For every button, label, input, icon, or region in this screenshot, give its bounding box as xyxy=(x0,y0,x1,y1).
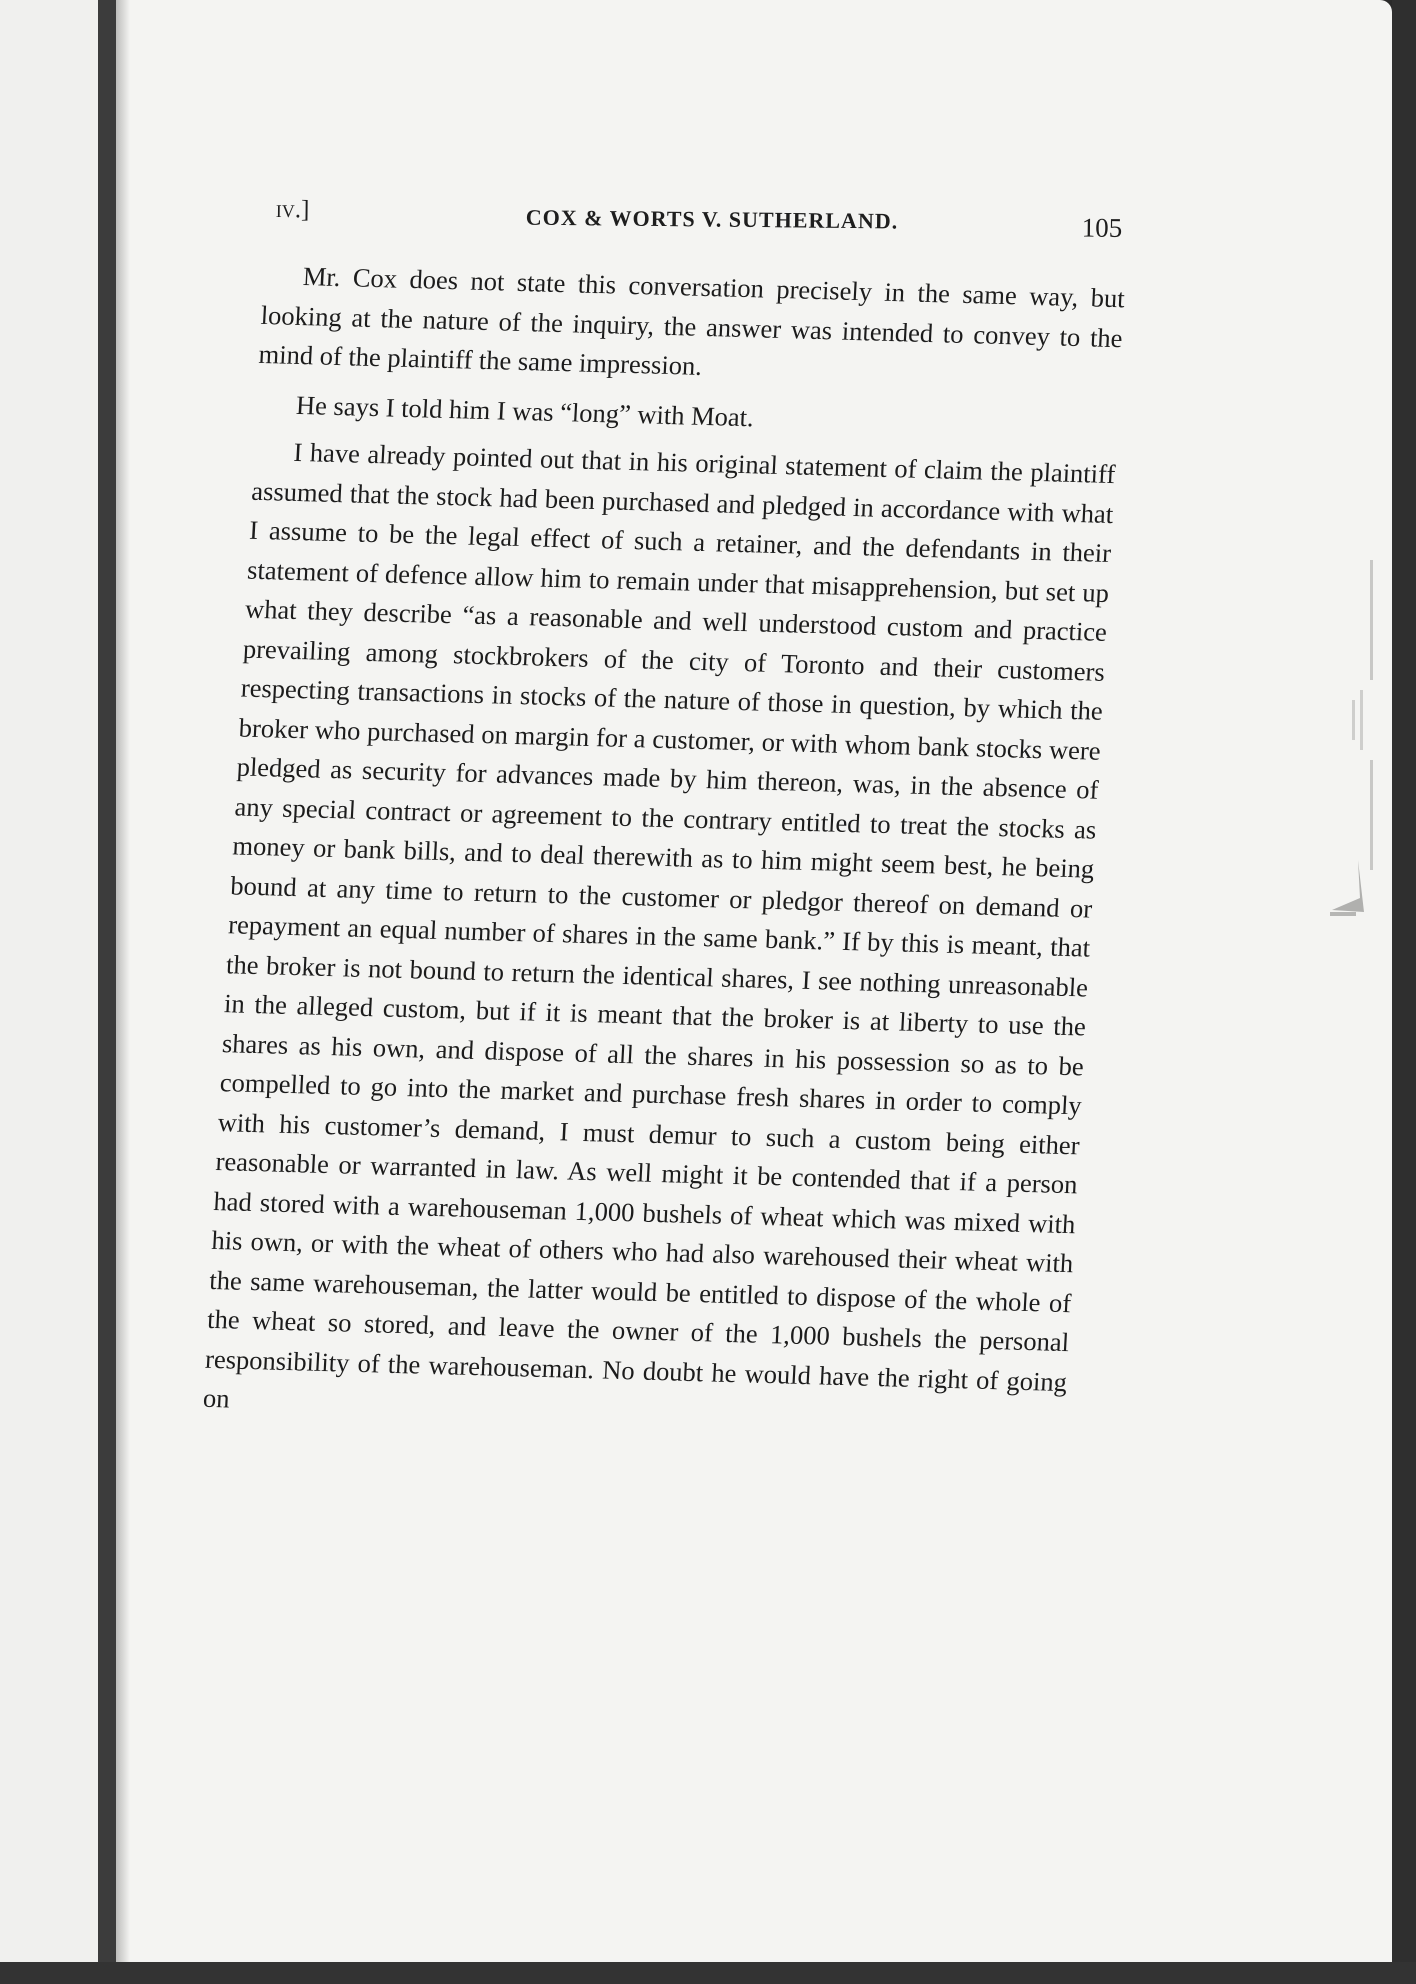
running-header xyxy=(275,194,1135,251)
body-text xyxy=(202,256,1126,1450)
case-title: COX & WORTS V. SUTHERLAND. xyxy=(525,204,899,234)
page-number: 105 xyxy=(1081,212,1123,243)
paragraph: He says I told him I was “long” with Moat. xyxy=(295,389,755,432)
facing-page-margin xyxy=(0,0,98,1962)
scan-right-edge xyxy=(1392,0,1416,1984)
book-gutter xyxy=(98,0,116,1962)
gutter-shadow xyxy=(116,0,130,1962)
scan-bottom-edge xyxy=(0,1962,1416,1984)
paragraph: I have already pointed out that in his original statement of claim the plaintiff assumed that the stock had been purchased and pledged in accordance with what I assume to be the legal effect of such a retainer, and the defendants in their statement of defence allow him to remain under that misapprehension, but set up what they describe “as a reasonable and well understood custom and practice prevailing among stockbrokers of the city of Toronto and their customers respecting transactions in stocks of the nature of those in question, by which the broker who purchased on margin for a customer, or with whom bank stocks were pledged as security for advances made by him thereon, was, in the absence of any special contract or agreement to the contrary entitled to treat the stocks as money or bank bills, and to deal therewith as to him might seem best, he being bound at any time to return to the customer or pledgor thereof on demand or repayment an equal number of shares in the same bank.” If by this is meant, that the broker is not bound to return the identical shares, I see nothing unreasonable in the alleged custom, but if it is meant that the broker is at liberty to use the shares as his own, and dispose of all the shares in his possession so as to be compelled to go into the market and purchase fresh shares in order to comply with his customer’s demand, I must demur to such a custom being either reasonable or warranted in law. As well might it be contended that if a person had stored with a warehouseman 1,000 bushels of wheat which was mixed with his own, or with the wheat of others who had also warehoused their wheat with the same warehouseman, the latter would be entitled to dispose of the whole of the wheat so stored, and leave the owner of the 1,000 bushels the personal responsibility of the warehouseman. No doubt he would have the right of going on xyxy=(202,436,1117,1414)
paragraph: Mr. Cox does not state this conversation precisely in the same way, but looking at the nature of the inquiry, the answer was intended to convey to the mind of the plaintiff the same impression. xyxy=(257,261,1126,381)
chapter-marker: iv.] xyxy=(275,195,310,224)
bleed-through-marks xyxy=(1330,560,1380,960)
